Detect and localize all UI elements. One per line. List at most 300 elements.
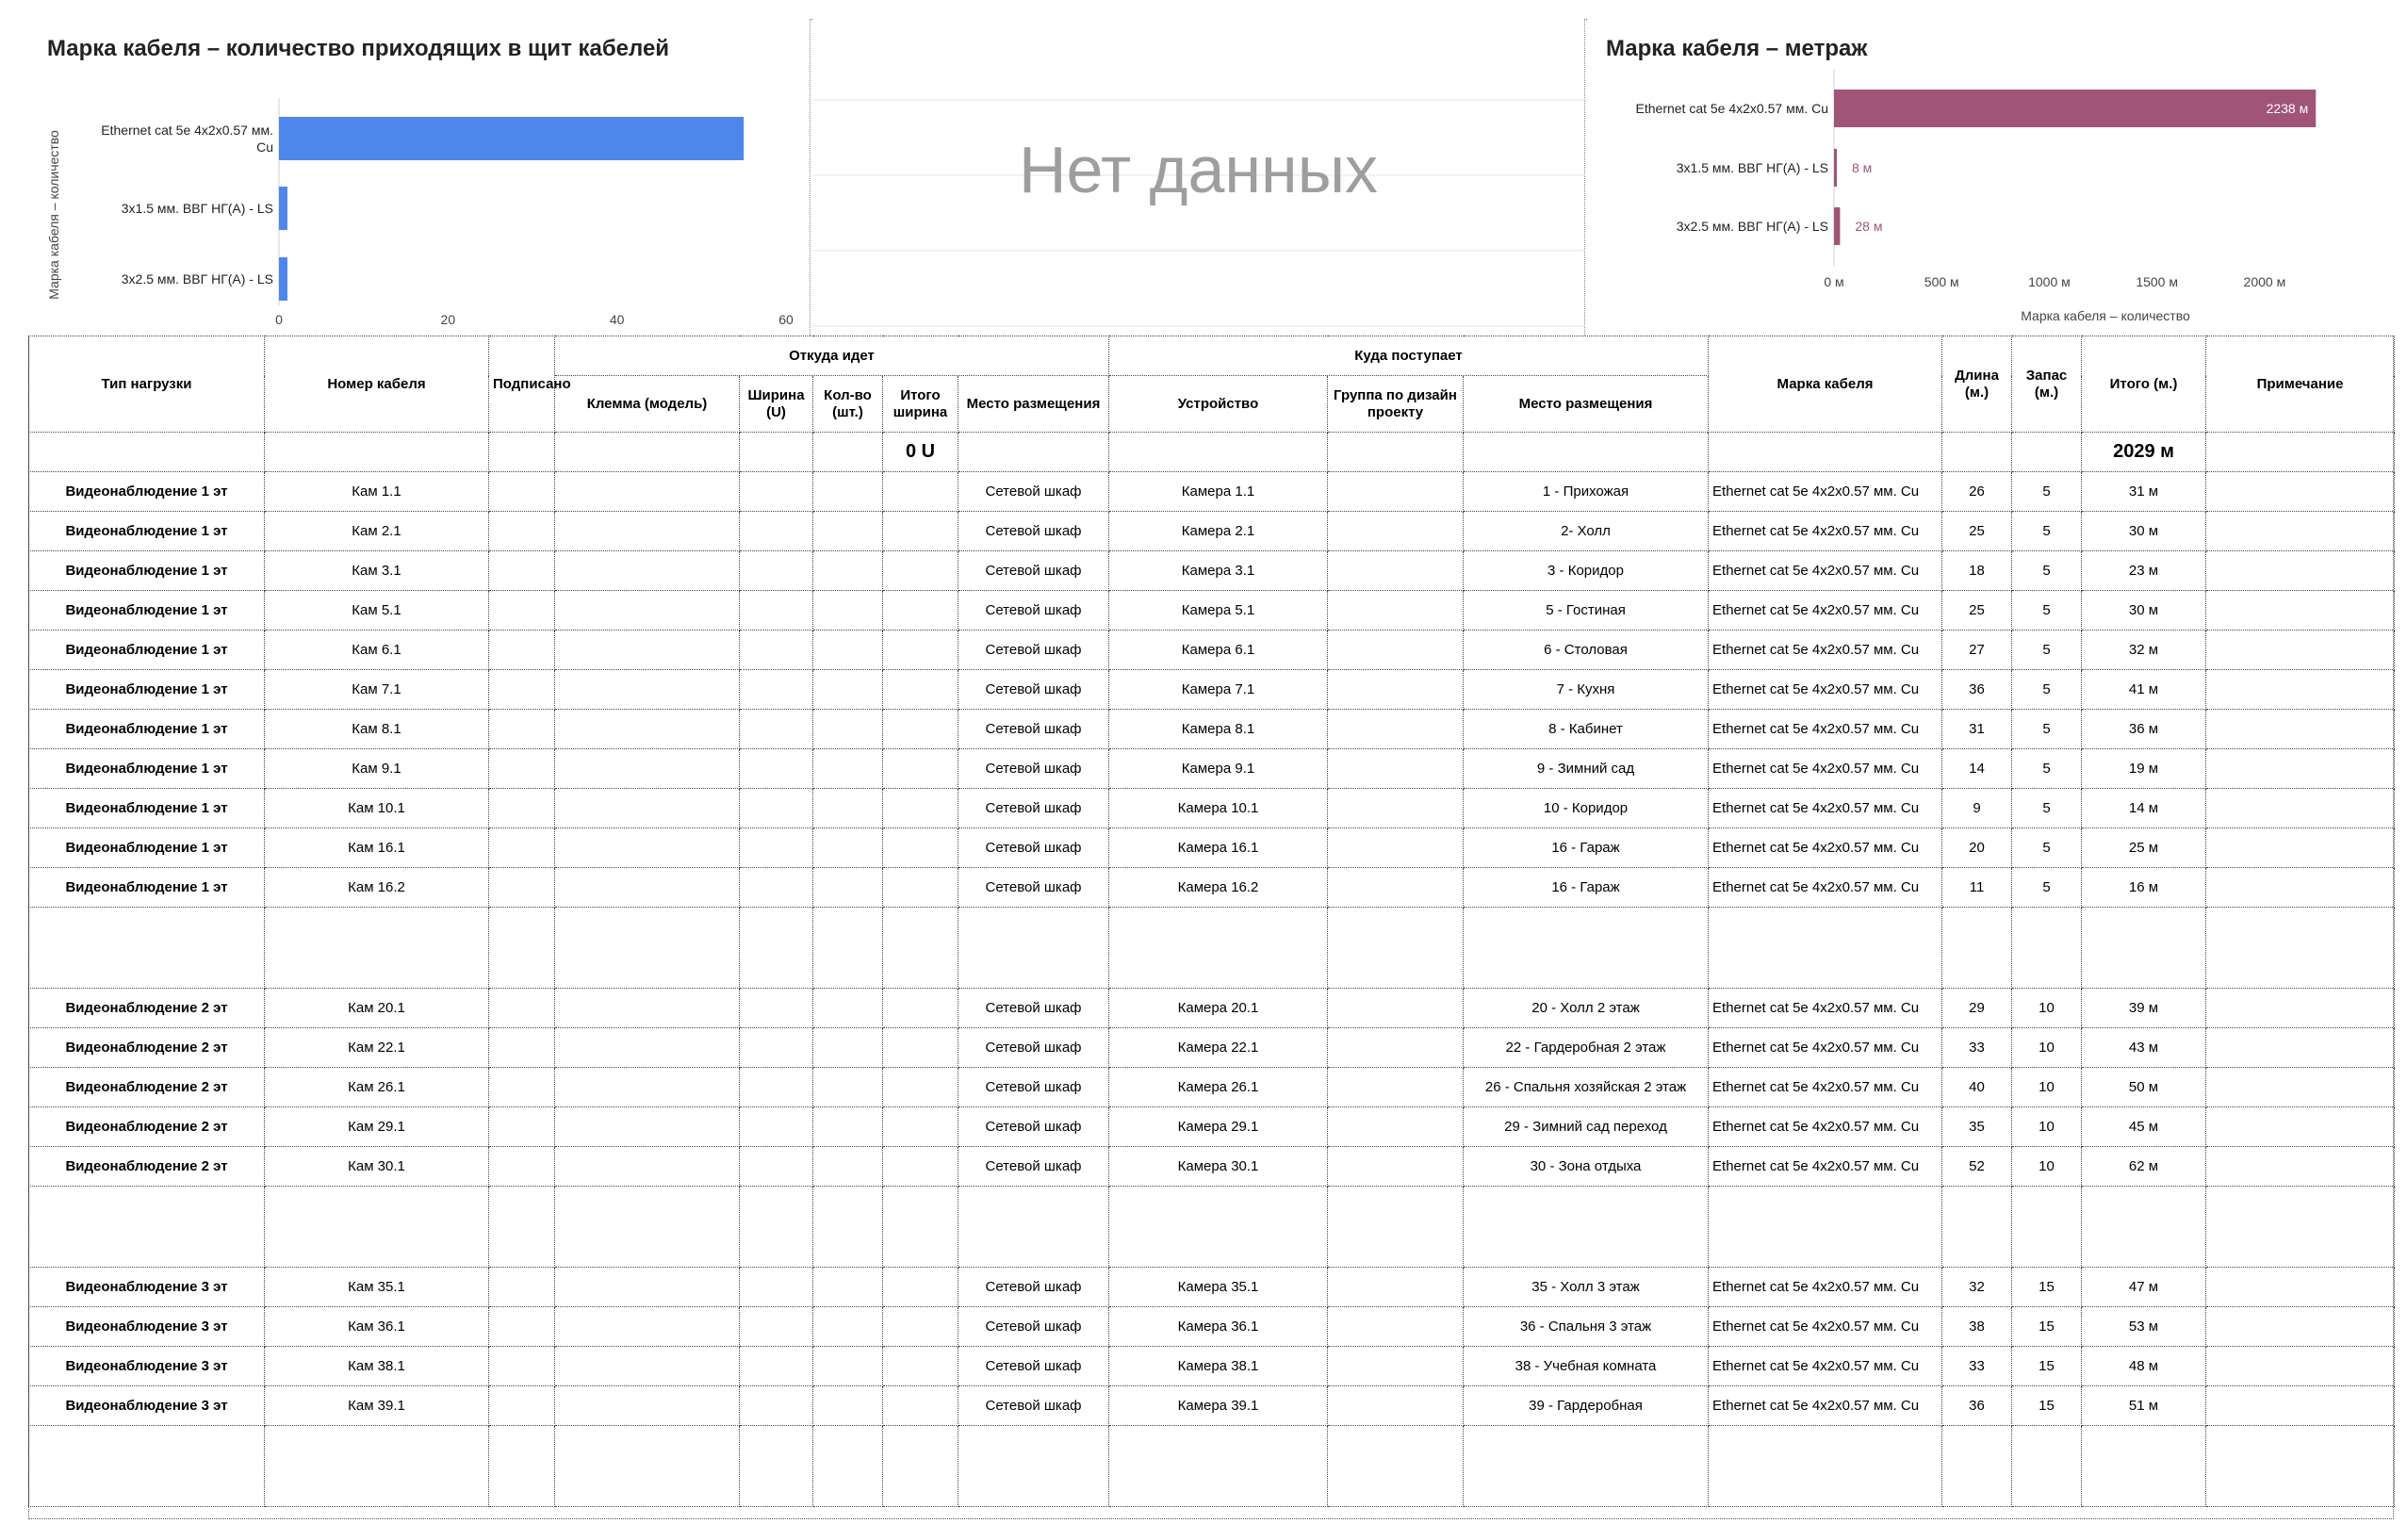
table-cell[interactable] bbox=[1942, 1426, 2012, 1507]
table-cell[interactable] bbox=[1328, 433, 1464, 472]
device-cell[interactable]: Камера 9.1 bbox=[1109, 749, 1328, 789]
total-width-cell[interactable] bbox=[883, 551, 958, 591]
cable-brand-cell[interactable]: Ethernet cat 5e 4x2x0.57 мм. Cu bbox=[1709, 1386, 1942, 1426]
qty-cell[interactable] bbox=[813, 591, 883, 631]
header-qty[interactable]: Кол-во (шт.) bbox=[813, 376, 883, 433]
cable-number-cell[interactable]: Кам 5.1 bbox=[265, 591, 489, 631]
to-place-cell[interactable]: 26 - Спальня хозяйская 2 этаж bbox=[1464, 1068, 1709, 1107]
length-cell[interactable]: 27 bbox=[1942, 631, 2012, 670]
total-width-cell[interactable] bbox=[883, 670, 958, 710]
cable-number-cell[interactable]: Кам 29.1 bbox=[265, 1107, 489, 1147]
length-cell[interactable]: 33 bbox=[1942, 1028, 2012, 1068]
chart-empty[interactable] bbox=[812, 19, 1585, 336]
device-cell[interactable]: Камера 1.1 bbox=[1109, 472, 1328, 512]
note-cell[interactable] bbox=[2206, 789, 2395, 828]
design-group-cell[interactable] bbox=[1328, 1268, 1464, 1307]
reserve-cell[interactable]: 10 bbox=[2012, 1068, 2082, 1107]
total-width-cell[interactable] bbox=[883, 1268, 958, 1307]
cable-number-cell[interactable]: Кам 30.1 bbox=[265, 1147, 489, 1187]
to-place-cell[interactable]: 30 - Зона отдыха bbox=[1464, 1147, 1709, 1187]
signed-cell[interactable] bbox=[489, 1347, 555, 1386]
terminal-cell[interactable] bbox=[555, 710, 740, 749]
table-cell[interactable] bbox=[555, 908, 740, 989]
to-place-cell[interactable]: 2- Холл bbox=[1464, 512, 1709, 551]
length-cell[interactable]: 25 bbox=[1942, 591, 2012, 631]
length-cell[interactable]: 18 bbox=[1942, 551, 2012, 591]
total-cell[interactable]: 32 м bbox=[2082, 631, 2206, 670]
length-cell[interactable]: 14 bbox=[1942, 749, 2012, 789]
signed-cell[interactable] bbox=[489, 789, 555, 828]
table-cell[interactable] bbox=[1709, 433, 1942, 472]
from-place-cell[interactable]: Сетевой шкаф bbox=[958, 1386, 1109, 1426]
to-place-cell[interactable]: 10 - Коридор bbox=[1464, 789, 1709, 828]
total-cell[interactable]: 25 м bbox=[2082, 828, 2206, 868]
total-cell[interactable]: 30 м bbox=[2082, 512, 2206, 551]
to-place-cell[interactable]: 5 - Гостиная bbox=[1464, 591, 1709, 631]
total-cell[interactable]: 23 м bbox=[2082, 551, 2206, 591]
cable-brand-cell[interactable]: Ethernet cat 5e 4x2x0.57 мм. Cu bbox=[1709, 1307, 1942, 1347]
signed-cell[interactable] bbox=[489, 631, 555, 670]
from-place-cell[interactable]: Сетевой шкаф bbox=[958, 1147, 1109, 1187]
load-type-cell[interactable]: Видеонаблюдение 2 эт bbox=[29, 1068, 265, 1107]
note-cell[interactable] bbox=[2206, 512, 2395, 551]
total-cell[interactable]: 41 м bbox=[2082, 670, 2206, 710]
total-cell[interactable]: 47 м bbox=[2082, 1268, 2206, 1307]
cable-brand-cell[interactable]: Ethernet cat 5e 4x2x0.57 мм. Cu bbox=[1709, 868, 1942, 908]
from-place-cell[interactable]: Сетевой шкаф bbox=[958, 710, 1109, 749]
total-width-cell[interactable] bbox=[883, 472, 958, 512]
reserve-cell[interactable]: 5 bbox=[2012, 749, 2082, 789]
length-cell[interactable]: 29 bbox=[1942, 989, 2012, 1028]
width-cell[interactable] bbox=[740, 868, 813, 908]
table-cell[interactable] bbox=[1328, 1187, 1464, 1268]
total-width-cell[interactable] bbox=[883, 1147, 958, 1187]
from-place-cell[interactable]: Сетевой шкаф bbox=[958, 749, 1109, 789]
table-cell[interactable] bbox=[265, 908, 489, 989]
design-group-cell[interactable] bbox=[1328, 1386, 1464, 1426]
load-type-cell[interactable]: Видеонаблюдение 2 эт bbox=[29, 1107, 265, 1147]
reserve-cell[interactable]: 5 bbox=[2012, 868, 2082, 908]
chart-cable-length[interactable] bbox=[1587, 19, 2394, 336]
qty-cell[interactable] bbox=[813, 749, 883, 789]
cable-brand-cell[interactable]: Ethernet cat 5e 4x2x0.57 мм. Cu bbox=[1709, 1268, 1942, 1307]
qty-cell[interactable] bbox=[813, 1386, 883, 1426]
table-cell[interactable] bbox=[2012, 1187, 2082, 1268]
cable-number-cell[interactable]: Кам 36.1 bbox=[265, 1307, 489, 1347]
table-cell[interactable] bbox=[2082, 1187, 2206, 1268]
note-cell[interactable] bbox=[2206, 1068, 2395, 1107]
qty-cell[interactable] bbox=[813, 670, 883, 710]
signed-cell[interactable] bbox=[489, 749, 555, 789]
total-cell[interactable]: 53 м bbox=[2082, 1307, 2206, 1347]
note-cell[interactable] bbox=[2206, 1386, 2395, 1426]
table-cell[interactable] bbox=[1942, 1187, 2012, 1268]
table-cell[interactable] bbox=[2206, 908, 2395, 989]
load-type-cell[interactable]: Видеонаблюдение 3 эт bbox=[29, 1386, 265, 1426]
width-cell[interactable] bbox=[740, 591, 813, 631]
design-group-cell[interactable] bbox=[1328, 868, 1464, 908]
load-type-cell[interactable]: Видеонаблюдение 1 эт bbox=[29, 868, 265, 908]
cable-brand-cell[interactable]: Ethernet cat 5e 4x2x0.57 мм. Cu bbox=[1709, 670, 1942, 710]
length-cell[interactable]: 25 bbox=[1942, 512, 2012, 551]
signed-cell[interactable] bbox=[489, 1386, 555, 1426]
qty-cell[interactable] bbox=[813, 1068, 883, 1107]
cable-brand-cell[interactable]: Ethernet cat 5e 4x2x0.57 мм. Cu bbox=[1709, 1107, 1942, 1147]
qty-cell[interactable] bbox=[813, 512, 883, 551]
total-width-cell[interactable] bbox=[883, 789, 958, 828]
table-cell[interactable] bbox=[958, 908, 1109, 989]
qty-cell[interactable] bbox=[813, 828, 883, 868]
terminal-cell[interactable] bbox=[555, 1307, 740, 1347]
table-cell[interactable] bbox=[813, 1187, 883, 1268]
terminal-cell[interactable] bbox=[555, 749, 740, 789]
qty-cell[interactable] bbox=[813, 789, 883, 828]
header-design-group[interactable]: Группа по дизайн проекту bbox=[1328, 376, 1464, 433]
qty-cell[interactable] bbox=[813, 1107, 883, 1147]
table-cell[interactable] bbox=[1942, 433, 2012, 472]
qty-cell[interactable] bbox=[813, 551, 883, 591]
reserve-cell[interactable]: 15 bbox=[2012, 1307, 2082, 1347]
length-cell[interactable]: 20 bbox=[1942, 828, 2012, 868]
cable-number-cell[interactable]: Кам 2.1 bbox=[265, 512, 489, 551]
table-cell[interactable] bbox=[2206, 433, 2395, 472]
header-to-place[interactable]: Место размещения bbox=[1464, 376, 1709, 433]
total-cell[interactable]: 43 м bbox=[2082, 1028, 2206, 1068]
table-cell[interactable] bbox=[265, 1187, 489, 1268]
table-cell[interactable] bbox=[2012, 433, 2082, 472]
design-group-cell[interactable] bbox=[1328, 789, 1464, 828]
table-cell[interactable] bbox=[1464, 1426, 1709, 1507]
table-cell[interactable] bbox=[883, 1187, 958, 1268]
length-cell[interactable]: 33 bbox=[1942, 1347, 2012, 1386]
terminal-cell[interactable] bbox=[555, 512, 740, 551]
total-width-cell[interactable] bbox=[883, 631, 958, 670]
table-cell[interactable] bbox=[1709, 1426, 1942, 1507]
device-cell[interactable]: Камера 16.2 bbox=[1109, 868, 1328, 908]
signed-cell[interactable] bbox=[489, 591, 555, 631]
design-group-cell[interactable] bbox=[1328, 472, 1464, 512]
to-place-cell[interactable]: 16 - Гараж bbox=[1464, 868, 1709, 908]
cable-brand-cell[interactable]: Ethernet cat 5e 4x2x0.57 мм. Cu bbox=[1709, 989, 1942, 1028]
qty-cell[interactable] bbox=[813, 1147, 883, 1187]
design-group-cell[interactable] bbox=[1328, 1028, 1464, 1068]
total-cell[interactable]: 62 м bbox=[2082, 1147, 2206, 1187]
note-cell[interactable] bbox=[2206, 472, 2395, 512]
table-cell[interactable] bbox=[489, 1426, 555, 1507]
header-from-group[interactable]: Откуда идет bbox=[555, 336, 1109, 376]
note-cell[interactable] bbox=[2206, 1107, 2395, 1147]
table-cell[interactable] bbox=[265, 1426, 489, 1507]
total-width-cell[interactable] bbox=[883, 710, 958, 749]
total-width-cell[interactable] bbox=[883, 591, 958, 631]
table-cell[interactable] bbox=[1709, 908, 1942, 989]
table-cell[interactable] bbox=[740, 1187, 813, 1268]
table-cell[interactable] bbox=[29, 433, 265, 472]
width-cell[interactable] bbox=[740, 1107, 813, 1147]
from-place-cell[interactable]: Сетевой шкаф bbox=[958, 989, 1109, 1028]
cable-number-cell[interactable]: Кам 3.1 bbox=[265, 551, 489, 591]
from-place-cell[interactable]: Сетевой шкаф bbox=[958, 472, 1109, 512]
width-cell[interactable] bbox=[740, 749, 813, 789]
reserve-cell[interactable]: 10 bbox=[2012, 1147, 2082, 1187]
table-cell[interactable] bbox=[740, 1426, 813, 1507]
width-cell[interactable] bbox=[740, 1028, 813, 1068]
qty-cell[interactable] bbox=[813, 1268, 883, 1307]
length-cell[interactable]: 36 bbox=[1942, 1386, 2012, 1426]
device-cell[interactable]: Камера 29.1 bbox=[1109, 1107, 1328, 1147]
load-type-cell[interactable]: Видеонаблюдение 3 эт bbox=[29, 1307, 265, 1347]
width-cell[interactable] bbox=[740, 789, 813, 828]
qty-cell[interactable] bbox=[813, 631, 883, 670]
cable-brand-cell[interactable]: Ethernet cat 5e 4x2x0.57 мм. Cu bbox=[1709, 631, 1942, 670]
device-cell[interactable]: Камера 6.1 bbox=[1109, 631, 1328, 670]
table-cell[interactable] bbox=[883, 1426, 958, 1507]
table-cell[interactable] bbox=[555, 1426, 740, 1507]
terminal-cell[interactable] bbox=[555, 1147, 740, 1187]
signed-cell[interactable] bbox=[489, 1028, 555, 1068]
table-cell[interactable] bbox=[958, 1187, 1109, 1268]
cable-brand-cell[interactable]: Ethernet cat 5e 4x2x0.57 мм. Cu bbox=[1709, 1147, 1942, 1187]
table-cell[interactable] bbox=[2206, 1187, 2395, 1268]
header-to-group[interactable]: Куда поступает bbox=[1109, 336, 1709, 376]
terminal-cell[interactable] bbox=[555, 1386, 740, 1426]
design-group-cell[interactable] bbox=[1328, 591, 1464, 631]
to-place-cell[interactable]: 29 - Зимний сад переход bbox=[1464, 1107, 1709, 1147]
device-cell[interactable]: Камера 5.1 bbox=[1109, 591, 1328, 631]
signed-cell[interactable] bbox=[489, 989, 555, 1028]
reserve-cell[interactable]: 10 bbox=[2012, 1028, 2082, 1068]
note-cell[interactable] bbox=[2206, 1028, 2395, 1068]
device-cell[interactable]: Камера 39.1 bbox=[1109, 1386, 1328, 1426]
qty-cell[interactable] bbox=[813, 868, 883, 908]
to-place-cell[interactable]: 8 - Кабинет bbox=[1464, 710, 1709, 749]
header-cable-brand[interactable]: Марка кабеля bbox=[1709, 336, 1942, 433]
note-cell[interactable] bbox=[2206, 1307, 2395, 1347]
from-place-cell[interactable]: Сетевой шкаф bbox=[958, 1268, 1109, 1307]
cable-brand-cell[interactable]: Ethernet cat 5e 4x2x0.57 мм. Cu bbox=[1709, 789, 1942, 828]
cable-number-cell[interactable]: Кам 35.1 bbox=[265, 1268, 489, 1307]
terminal-cell[interactable] bbox=[555, 1347, 740, 1386]
header-load-type[interactable]: Тип нагрузки bbox=[29, 336, 265, 433]
table-cell[interactable] bbox=[883, 908, 958, 989]
note-cell[interactable] bbox=[2206, 989, 2395, 1028]
to-place-cell[interactable]: 9 - Зимний сад bbox=[1464, 749, 1709, 789]
from-place-cell[interactable]: Сетевой шкаф bbox=[958, 591, 1109, 631]
load-type-cell[interactable]: Видеонаблюдение 1 эт bbox=[29, 828, 265, 868]
reserve-cell[interactable]: 15 bbox=[2012, 1268, 2082, 1307]
table-cell[interactable] bbox=[1464, 1187, 1709, 1268]
reserve-cell[interactable]: 15 bbox=[2012, 1347, 2082, 1386]
design-group-cell[interactable] bbox=[1328, 670, 1464, 710]
signed-cell[interactable] bbox=[489, 551, 555, 591]
reserve-cell[interactable]: 5 bbox=[2012, 670, 2082, 710]
note-cell[interactable] bbox=[2206, 631, 2395, 670]
total-width-cell[interactable]: 0 U bbox=[883, 433, 958, 472]
width-cell[interactable] bbox=[740, 989, 813, 1028]
terminal-cell[interactable] bbox=[555, 828, 740, 868]
load-type-cell[interactable]: Видеонаблюдение 1 эт bbox=[29, 512, 265, 551]
signed-cell[interactable] bbox=[489, 868, 555, 908]
design-group-cell[interactable] bbox=[1328, 1347, 1464, 1386]
total-cell[interactable]: 50 м bbox=[2082, 1068, 2206, 1107]
load-type-cell[interactable]: Видеонаблюдение 3 эт bbox=[29, 1347, 265, 1386]
note-cell[interactable] bbox=[2206, 551, 2395, 591]
from-place-cell[interactable]: Сетевой шкаф bbox=[958, 789, 1109, 828]
cable-number-cell[interactable]: Кам 9.1 bbox=[265, 749, 489, 789]
width-cell[interactable] bbox=[740, 1386, 813, 1426]
total-width-cell[interactable] bbox=[883, 989, 958, 1028]
table-cell[interactable] bbox=[740, 433, 813, 472]
reserve-cell[interactable]: 5 bbox=[2012, 591, 2082, 631]
length-cell[interactable]: 11 bbox=[1942, 868, 2012, 908]
length-cell[interactable]: 36 bbox=[1942, 670, 2012, 710]
signed-cell[interactable] bbox=[489, 828, 555, 868]
cable-number-cell[interactable]: Кам 39.1 bbox=[265, 1386, 489, 1426]
from-place-cell[interactable]: Сетевой шкаф bbox=[958, 551, 1109, 591]
table-cell[interactable] bbox=[813, 433, 883, 472]
total-cell[interactable]: 45 м bbox=[2082, 1107, 2206, 1147]
total-width-cell[interactable] bbox=[883, 1028, 958, 1068]
length-cell[interactable]: 35 bbox=[1942, 1107, 2012, 1147]
total-cell[interactable]: 19 м bbox=[2082, 749, 2206, 789]
terminal-cell[interactable] bbox=[555, 868, 740, 908]
table-cell[interactable] bbox=[1464, 908, 1709, 989]
width-cell[interactable] bbox=[740, 828, 813, 868]
width-cell[interactable] bbox=[740, 1068, 813, 1107]
from-place-cell[interactable]: Сетевой шкаф bbox=[958, 1107, 1109, 1147]
length-cell[interactable]: 9 bbox=[1942, 789, 2012, 828]
qty-cell[interactable] bbox=[813, 472, 883, 512]
cable-brand-cell[interactable]: Ethernet cat 5e 4x2x0.57 мм. Cu bbox=[1709, 828, 1942, 868]
table-cell[interactable] bbox=[1328, 1426, 1464, 1507]
header-total[interactable]: Итого (м.) bbox=[2082, 336, 2206, 433]
total-width-cell[interactable] bbox=[883, 1386, 958, 1426]
from-place-cell[interactable]: Сетевой шкаф bbox=[958, 1307, 1109, 1347]
load-type-cell[interactable]: Видеонаблюдение 1 эт bbox=[29, 631, 265, 670]
signed-cell[interactable] bbox=[489, 710, 555, 749]
design-group-cell[interactable] bbox=[1328, 512, 1464, 551]
load-type-cell[interactable]: Видеонаблюдение 3 эт bbox=[29, 1268, 265, 1307]
table-cell[interactable] bbox=[1109, 1187, 1328, 1268]
total-width-cell[interactable] bbox=[883, 749, 958, 789]
design-group-cell[interactable] bbox=[1328, 631, 1464, 670]
load-type-cell[interactable]: Видеонаблюдение 1 эт bbox=[29, 710, 265, 749]
table-cell[interactable] bbox=[29, 1187, 265, 1268]
table-cell[interactable] bbox=[489, 1187, 555, 1268]
terminal-cell[interactable] bbox=[555, 670, 740, 710]
note-cell[interactable] bbox=[2206, 1147, 2395, 1187]
qty-cell[interactable] bbox=[813, 1028, 883, 1068]
total-width-cell[interactable] bbox=[883, 1107, 958, 1147]
table-cell[interactable] bbox=[2012, 908, 2082, 989]
width-cell[interactable] bbox=[740, 631, 813, 670]
table-cell[interactable] bbox=[2082, 1426, 2206, 1507]
cable-brand-cell[interactable]: Ethernet cat 5e 4x2x0.57 мм. Cu bbox=[1709, 749, 1942, 789]
terminal-cell[interactable] bbox=[555, 1068, 740, 1107]
reserve-cell[interactable]: 5 bbox=[2012, 789, 2082, 828]
table-cell[interactable] bbox=[740, 908, 813, 989]
cable-brand-cell[interactable]: Ethernet cat 5e 4x2x0.57 мм. Cu bbox=[1709, 512, 1942, 551]
chart-cable-count[interactable] bbox=[28, 19, 811, 336]
width-cell[interactable] bbox=[740, 1147, 813, 1187]
table-cell[interactable] bbox=[1109, 1426, 1328, 1507]
cable-brand-cell[interactable]: Ethernet cat 5e 4x2x0.57 мм. Cu bbox=[1709, 1028, 1942, 1068]
signed-cell[interactable] bbox=[489, 1068, 555, 1107]
width-cell[interactable] bbox=[740, 1347, 813, 1386]
to-place-cell[interactable]: 3 - Коридор bbox=[1464, 551, 1709, 591]
qty-cell[interactable] bbox=[813, 1347, 883, 1386]
reserve-cell[interactable]: 5 bbox=[2012, 472, 2082, 512]
total-cell[interactable]: 39 м bbox=[2082, 989, 2206, 1028]
to-place-cell[interactable]: 20 - Холл 2 этаж bbox=[1464, 989, 1709, 1028]
device-cell[interactable]: Камера 20.1 bbox=[1109, 989, 1328, 1028]
length-cell[interactable]: 26 bbox=[1942, 472, 2012, 512]
to-place-cell[interactable]: 35 - Холл 3 этаж bbox=[1464, 1268, 1709, 1307]
cable-brand-cell[interactable]: Ethernet cat 5e 4x2x0.57 мм. Cu bbox=[1709, 1068, 1942, 1107]
signed-cell[interactable] bbox=[489, 1268, 555, 1307]
reserve-cell[interactable]: 15 bbox=[2012, 1386, 2082, 1426]
table-cell[interactable] bbox=[1109, 433, 1328, 472]
qty-cell[interactable] bbox=[813, 1307, 883, 1347]
load-type-cell[interactable]: Видеонаблюдение 1 эт bbox=[29, 670, 265, 710]
table-cell[interactable] bbox=[958, 1426, 1109, 1507]
to-place-cell[interactable]: 38 - Учебная комната bbox=[1464, 1347, 1709, 1386]
total-width-cell[interactable] bbox=[883, 1307, 958, 1347]
table-cell[interactable] bbox=[1328, 908, 1464, 989]
width-cell[interactable] bbox=[740, 1307, 813, 1347]
table-cell[interactable] bbox=[489, 908, 555, 989]
header-total-width[interactable]: Итого ширина bbox=[883, 376, 958, 433]
total-cell[interactable]: 31 м bbox=[2082, 472, 2206, 512]
qty-cell[interactable] bbox=[813, 710, 883, 749]
table-cell[interactable] bbox=[958, 433, 1109, 472]
load-type-cell[interactable]: Видеонаблюдение 1 эт bbox=[29, 591, 265, 631]
header-width[interactable]: Ширина (U) bbox=[740, 376, 813, 433]
width-cell[interactable] bbox=[740, 710, 813, 749]
load-type-cell[interactable]: Видеонаблюдение 1 эт bbox=[29, 749, 265, 789]
device-cell[interactable]: Камера 26.1 bbox=[1109, 1068, 1328, 1107]
header-signed[interactable]: Подписано bbox=[489, 336, 555, 433]
device-cell[interactable]: Камера 8.1 bbox=[1109, 710, 1328, 749]
terminal-cell[interactable] bbox=[555, 472, 740, 512]
header-device[interactable]: Устройство bbox=[1109, 376, 1328, 433]
header-length[interactable]: Длина (м.) bbox=[1942, 336, 2012, 433]
terminal-cell[interactable] bbox=[555, 631, 740, 670]
design-group-cell[interactable] bbox=[1328, 1107, 1464, 1147]
cable-number-cell[interactable]: Кам 16.1 bbox=[265, 828, 489, 868]
table-cell[interactable] bbox=[2012, 1426, 2082, 1507]
length-cell[interactable]: 32 bbox=[1942, 1268, 2012, 1307]
note-cell[interactable] bbox=[2206, 1347, 2395, 1386]
signed-cell[interactable] bbox=[489, 1147, 555, 1187]
cable-number-cell[interactable]: Кам 26.1 bbox=[265, 1068, 489, 1107]
cable-number-cell[interactable]: Кам 6.1 bbox=[265, 631, 489, 670]
table-cell[interactable] bbox=[555, 1187, 740, 1268]
design-group-cell[interactable] bbox=[1328, 749, 1464, 789]
design-group-cell[interactable] bbox=[1328, 1147, 1464, 1187]
note-cell[interactable] bbox=[2206, 710, 2395, 749]
total-cell[interactable]: 30 м bbox=[2082, 591, 2206, 631]
load-type-cell[interactable]: Видеонаблюдение 2 эт bbox=[29, 989, 265, 1028]
cable-number-cell[interactable]: Кам 22.1 bbox=[265, 1028, 489, 1068]
cable-number-cell[interactable]: Кам 20.1 bbox=[265, 989, 489, 1028]
table-cell[interactable] bbox=[265, 433, 489, 472]
note-cell[interactable] bbox=[2206, 868, 2395, 908]
table-cell[interactable] bbox=[1109, 908, 1328, 989]
total-length-cell[interactable]: 2029 м bbox=[2082, 433, 2206, 472]
terminal-cell[interactable] bbox=[555, 989, 740, 1028]
device-cell[interactable]: Камера 35.1 bbox=[1109, 1268, 1328, 1307]
